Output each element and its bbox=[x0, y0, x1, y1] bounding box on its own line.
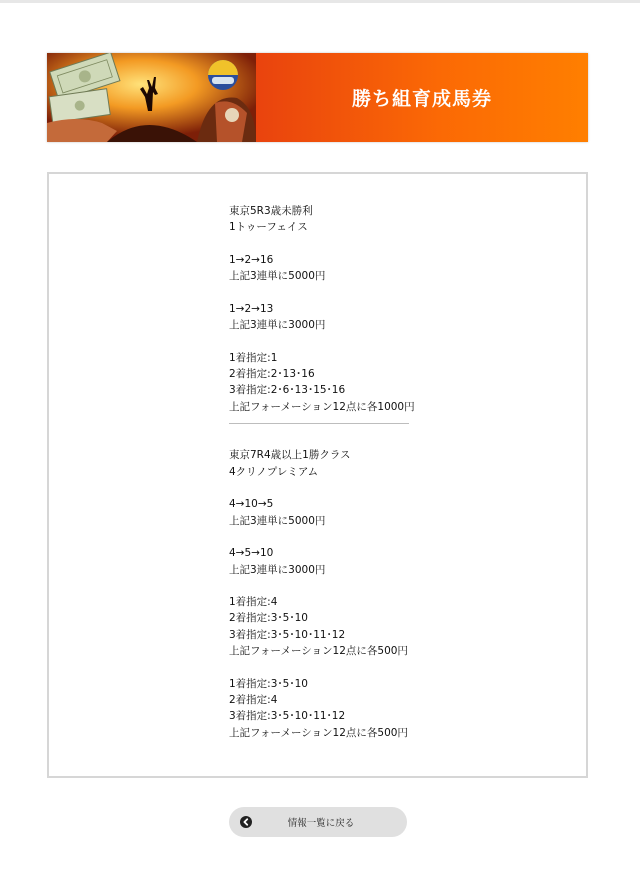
formation-third: 3着指定:3･5･10･11･12 bbox=[229, 628, 346, 641]
formation-first: 1着指定:3･5･10 bbox=[229, 677, 308, 690]
bet-desc: 上記3連単に3000円 bbox=[229, 319, 326, 332]
back-button-label: 情報一覧に戻る bbox=[287, 818, 355, 829]
formation-third: 3着指定:3･5･10･11･12 bbox=[229, 710, 346, 723]
bet-desc: 上記3連単に5000円 bbox=[229, 514, 326, 527]
formation-third: 3着指定:2･6･13･15･16 bbox=[229, 384, 346, 397]
formation-second: 2着指定:2･13･16 bbox=[229, 367, 315, 380]
bet-combo: 4→10→5 bbox=[229, 498, 274, 511]
formation-desc: 上記フォーメーション12点に各500円 bbox=[229, 726, 408, 739]
formation-desc: 上記フォーメーション12点に各500円 bbox=[229, 645, 408, 658]
horse-name: 4クリノプレミアム bbox=[229, 465, 319, 478]
race-title: 東京5R3歳未勝利 bbox=[229, 205, 313, 217]
bet-desc: 上記3連単に5000円 bbox=[229, 270, 326, 283]
section-divider bbox=[229, 423, 409, 424]
top-border bbox=[0, 0, 640, 3]
page-title: 勝ち組育成馬券 bbox=[256, 53, 588, 142]
bet-combo: 1→2→13 bbox=[229, 302, 274, 315]
bet-desc: 上記3連単に3000円 bbox=[229, 563, 326, 576]
header-image bbox=[47, 53, 256, 142]
bet-combo: 1→2→16 bbox=[229, 253, 274, 266]
formation-desc: 上記フォーメーション12点に各1000円 bbox=[229, 400, 415, 413]
info-card bbox=[47, 172, 588, 778]
formation-first: 1着指定:4 bbox=[229, 596, 278, 609]
back-to-list-button[interactable] bbox=[229, 807, 407, 837]
bet-combo: 4→5→10 bbox=[229, 547, 274, 560]
bet-content bbox=[229, 203, 415, 741]
formation-second: 2着指定:4 bbox=[229, 693, 278, 706]
jockey-money-banner-icon bbox=[47, 53, 256, 142]
race-title: 東京7R4歳以上1勝クラス bbox=[229, 449, 351, 462]
formation-second: 2着指定:3･5･10 bbox=[229, 612, 308, 625]
header-banner bbox=[47, 53, 588, 142]
horse-name: 1トゥーフェイス bbox=[229, 221, 308, 234]
formation-first: 1着指定:1 bbox=[229, 351, 278, 364]
